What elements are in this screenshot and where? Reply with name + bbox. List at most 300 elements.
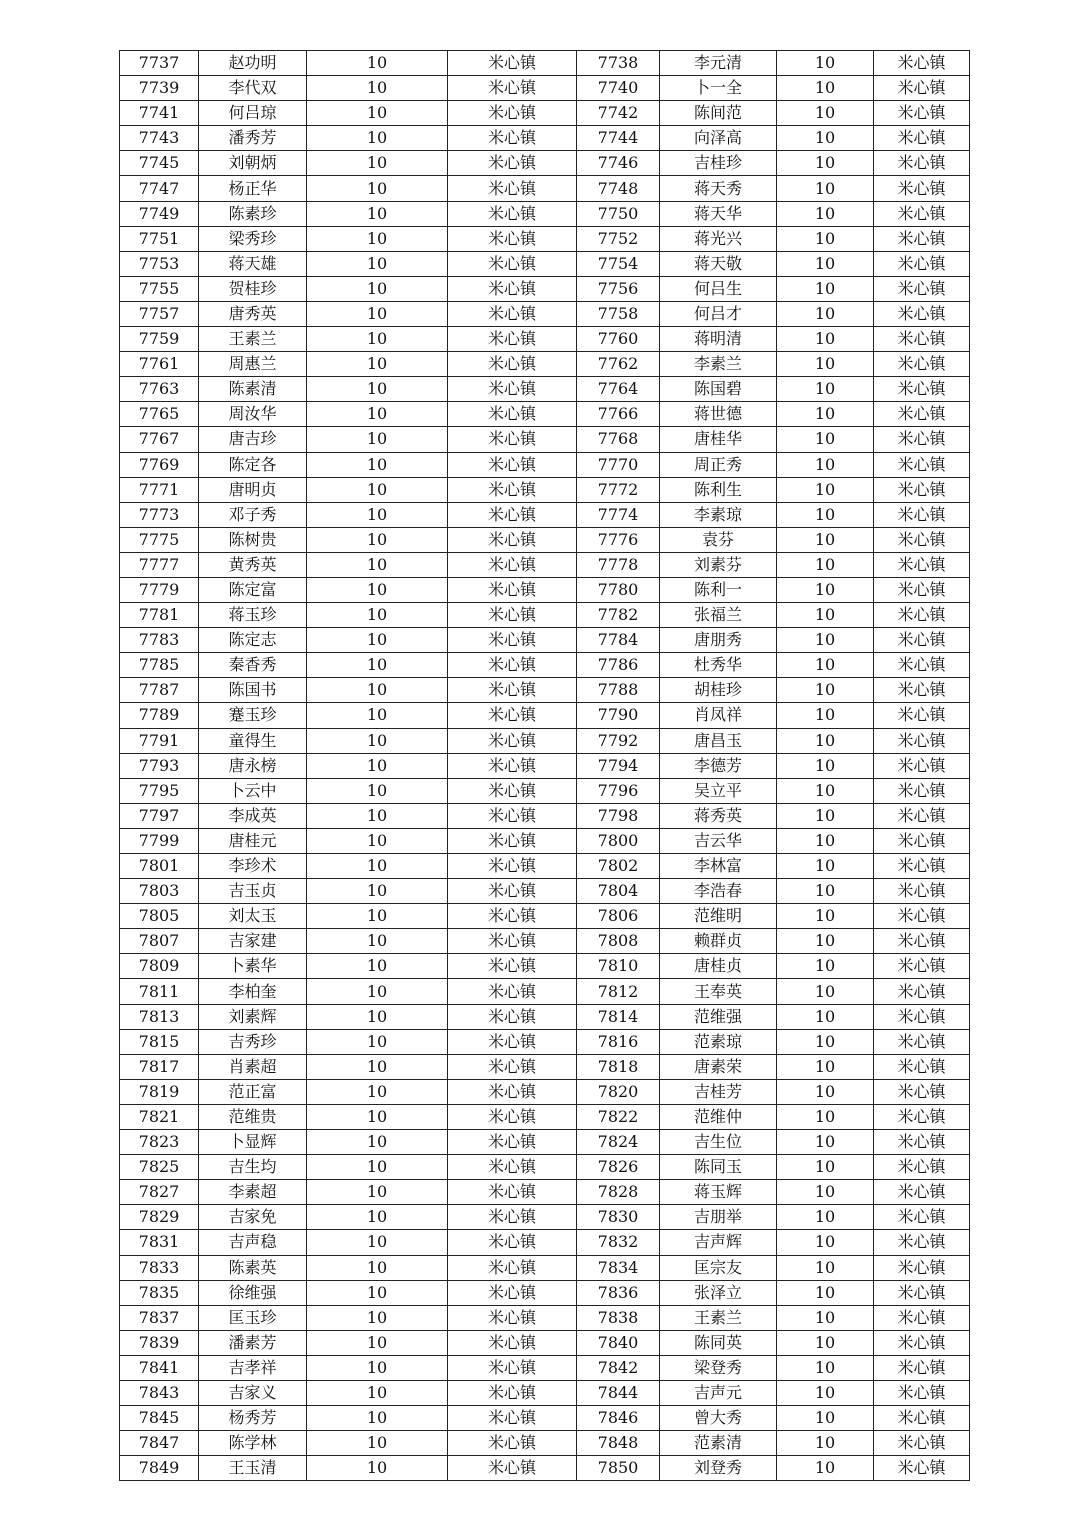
left-name-cell: 肖素超 (199, 1054, 307, 1079)
right-id-cell: 7772 (577, 477, 660, 502)
right-amount-cell: 10 (777, 904, 874, 929)
left-name-cell: 陈素英 (199, 1255, 307, 1280)
left-id-cell: 7817 (120, 1054, 199, 1079)
left-amount-cell: 10 (307, 552, 448, 577)
table-row (120, 904, 970, 929)
right-id-cell: 7802 (577, 854, 660, 879)
left-town-cell: 米心镇 (448, 477, 577, 502)
left-amount-cell: 10 (307, 427, 448, 452)
left-town-cell: 米心镇 (448, 1029, 577, 1054)
right-name-cell: 向泽高 (660, 126, 777, 151)
left-id-cell: 7841 (120, 1355, 199, 1380)
left-amount-cell: 10 (307, 402, 448, 427)
left-town-cell: 米心镇 (448, 276, 577, 301)
left-id-cell: 7767 (120, 427, 199, 452)
left-amount-cell: 10 (307, 954, 448, 979)
right-amount-cell: 10 (777, 51, 874, 76)
left-town-cell: 米心镇 (448, 352, 577, 377)
right-id-cell: 7850 (577, 1456, 660, 1481)
left-amount-cell: 10 (307, 1406, 448, 1431)
left-town-cell: 米心镇 (448, 778, 577, 803)
table-row (120, 577, 970, 602)
table-row (120, 452, 970, 477)
right-name-cell: 唐桂贞 (660, 954, 777, 979)
left-id-cell: 7811 (120, 979, 199, 1004)
left-name-cell: 卜素华 (199, 954, 307, 979)
right-id-cell: 7740 (577, 76, 660, 101)
table-row (120, 1456, 970, 1481)
table-row (120, 176, 970, 201)
left-name-cell: 何吕琼 (199, 101, 307, 126)
right-amount-cell: 10 (777, 427, 874, 452)
left-name-cell: 刘朝炳 (199, 151, 307, 176)
table-row (120, 1205, 970, 1230)
right-amount-cell: 10 (777, 201, 874, 226)
table-row (120, 803, 970, 828)
left-name-cell: 范维贵 (199, 1104, 307, 1129)
left-id-cell: 7807 (120, 929, 199, 954)
right-id-cell: 7842 (577, 1355, 660, 1380)
right-amount-cell: 10 (777, 552, 874, 577)
left-id-cell: 7759 (120, 327, 199, 352)
right-town-cell: 米心镇 (874, 1355, 970, 1380)
left-town-cell: 米心镇 (448, 327, 577, 352)
right-id-cell: 7788 (577, 678, 660, 703)
right-name-cell: 蒋天敬 (660, 251, 777, 276)
right-name-cell: 刘登秀 (660, 1456, 777, 1481)
left-town-cell: 米心镇 (448, 1305, 577, 1330)
table-row (120, 753, 970, 778)
right-amount-cell: 10 (777, 703, 874, 728)
left-town-cell: 米心镇 (448, 1230, 577, 1255)
left-id-cell: 7815 (120, 1029, 199, 1054)
left-name-cell: 陈素珍 (199, 201, 307, 226)
left-id-cell: 7781 (120, 603, 199, 628)
left-town-cell: 米心镇 (448, 377, 577, 402)
left-name-cell: 李成英 (199, 803, 307, 828)
right-town-cell: 米心镇 (874, 1230, 970, 1255)
left-amount-cell: 10 (307, 76, 448, 101)
left-town-cell: 米心镇 (448, 101, 577, 126)
left-town-cell: 米心镇 (448, 1255, 577, 1280)
right-town-cell: 米心镇 (874, 527, 970, 552)
right-amount-cell: 10 (777, 1456, 874, 1481)
left-town-cell: 米心镇 (448, 151, 577, 176)
right-amount-cell: 10 (777, 477, 874, 502)
left-id-cell: 7783 (120, 628, 199, 653)
left-name-cell: 范正富 (199, 1079, 307, 1104)
left-amount-cell: 10 (307, 1280, 448, 1305)
left-name-cell: 黄秀英 (199, 552, 307, 577)
right-name-cell: 陈间范 (660, 101, 777, 126)
left-amount-cell: 10 (307, 879, 448, 904)
left-amount-cell: 10 (307, 126, 448, 151)
right-town-cell: 米心镇 (874, 703, 970, 728)
right-amount-cell: 10 (777, 1255, 874, 1280)
table-row (120, 201, 970, 226)
right-town-cell: 米心镇 (874, 904, 970, 929)
right-town-cell: 米心镇 (874, 1054, 970, 1079)
left-name-cell: 唐永榜 (199, 753, 307, 778)
right-name-cell: 蒋天华 (660, 201, 777, 226)
left-town-cell: 米心镇 (448, 1380, 577, 1405)
left-id-cell: 7843 (120, 1380, 199, 1405)
right-amount-cell: 10 (777, 226, 874, 251)
left-name-cell: 吉家免 (199, 1205, 307, 1230)
left-id-cell: 7803 (120, 879, 199, 904)
right-town-cell: 米心镇 (874, 427, 970, 452)
left-amount-cell: 10 (307, 778, 448, 803)
right-amount-cell: 10 (777, 1431, 874, 1456)
right-id-cell: 7830 (577, 1205, 660, 1230)
right-town-cell: 米心镇 (874, 1456, 970, 1481)
right-name-cell: 陈同玉 (660, 1155, 777, 1180)
left-town-cell: 米心镇 (448, 1004, 577, 1029)
table-row (120, 1255, 970, 1280)
right-amount-cell: 10 (777, 126, 874, 151)
left-town-cell: 米心镇 (448, 502, 577, 527)
left-id-cell: 7785 (120, 653, 199, 678)
left-id-cell: 7749 (120, 201, 199, 226)
table-row (120, 377, 970, 402)
right-town-cell: 米心镇 (874, 251, 970, 276)
right-name-cell: 曾大秀 (660, 1406, 777, 1431)
right-amount-cell: 10 (777, 803, 874, 828)
left-town-cell: 米心镇 (448, 904, 577, 929)
right-town-cell: 米心镇 (874, 1155, 970, 1180)
right-town-cell: 米心镇 (874, 452, 970, 477)
left-name-cell: 王玉清 (199, 1456, 307, 1481)
left-name-cell: 吉声稳 (199, 1230, 307, 1255)
right-id-cell: 7746 (577, 151, 660, 176)
table-row (120, 352, 970, 377)
left-name-cell: 吉秀珍 (199, 1029, 307, 1054)
left-name-cell: 卜显辉 (199, 1130, 307, 1155)
left-town-cell: 米心镇 (448, 201, 577, 226)
left-id-cell: 7777 (120, 552, 199, 577)
right-id-cell: 7834 (577, 1255, 660, 1280)
left-amount-cell: 10 (307, 929, 448, 954)
left-amount-cell: 10 (307, 1004, 448, 1029)
table-row (120, 879, 970, 904)
right-town-cell: 米心镇 (874, 753, 970, 778)
table-row (120, 51, 970, 76)
left-amount-cell: 10 (307, 1230, 448, 1255)
right-town-cell: 米心镇 (874, 1255, 970, 1280)
right-town-cell: 米心镇 (874, 301, 970, 326)
left-name-cell: 吉家义 (199, 1380, 307, 1405)
table-row (120, 653, 970, 678)
right-id-cell: 7814 (577, 1004, 660, 1029)
right-amount-cell: 10 (777, 628, 874, 653)
right-town-cell: 米心镇 (874, 653, 970, 678)
table-row (120, 628, 970, 653)
left-id-cell: 7753 (120, 251, 199, 276)
right-id-cell: 7798 (577, 803, 660, 828)
right-id-cell: 7838 (577, 1305, 660, 1330)
right-amount-cell: 10 (777, 603, 874, 628)
roster-table (119, 50, 970, 1481)
left-name-cell: 唐明贞 (199, 477, 307, 502)
table-row (120, 552, 970, 577)
left-name-cell: 蹇玉珍 (199, 703, 307, 728)
left-town-cell: 米心镇 (448, 1205, 577, 1230)
left-id-cell: 7745 (120, 151, 199, 176)
right-name-cell: 蒋光兴 (660, 226, 777, 251)
left-town-cell: 米心镇 (448, 1079, 577, 1104)
right-amount-cell: 10 (777, 1155, 874, 1180)
left-town-cell: 米心镇 (448, 1456, 577, 1481)
table-row (120, 101, 970, 126)
right-id-cell: 7764 (577, 377, 660, 402)
right-name-cell: 蒋玉辉 (660, 1180, 777, 1205)
right-town-cell: 米心镇 (874, 954, 970, 979)
right-town-cell: 米心镇 (874, 201, 970, 226)
right-name-cell: 李元清 (660, 51, 777, 76)
right-amount-cell: 10 (777, 1104, 874, 1129)
left-amount-cell: 10 (307, 201, 448, 226)
left-town-cell: 米心镇 (448, 653, 577, 678)
right-amount-cell: 10 (777, 854, 874, 879)
left-town-cell: 米心镇 (448, 603, 577, 628)
right-name-cell: 吉声辉 (660, 1230, 777, 1255)
right-name-cell: 周正秀 (660, 452, 777, 477)
right-id-cell: 7748 (577, 176, 660, 201)
left-town-cell: 米心镇 (448, 452, 577, 477)
right-id-cell: 7750 (577, 201, 660, 226)
right-amount-cell: 10 (777, 151, 874, 176)
left-name-cell: 匡玉珍 (199, 1305, 307, 1330)
left-town-cell: 米心镇 (448, 879, 577, 904)
right-name-cell: 陈利一 (660, 577, 777, 602)
left-id-cell: 7805 (120, 904, 199, 929)
right-town-cell: 米心镇 (874, 377, 970, 402)
left-id-cell: 7775 (120, 527, 199, 552)
right-amount-cell: 10 (777, 527, 874, 552)
left-id-cell: 7821 (120, 1104, 199, 1129)
left-amount-cell: 10 (307, 1054, 448, 1079)
right-id-cell: 7796 (577, 778, 660, 803)
right-town-cell: 米心镇 (874, 1431, 970, 1456)
left-name-cell: 吉家建 (199, 929, 307, 954)
left-id-cell: 7833 (120, 1255, 199, 1280)
right-name-cell: 赖群贞 (660, 929, 777, 954)
right-town-cell: 米心镇 (874, 929, 970, 954)
left-name-cell: 周汝华 (199, 402, 307, 427)
right-id-cell: 7766 (577, 402, 660, 427)
right-id-cell: 7806 (577, 904, 660, 929)
right-id-cell: 7848 (577, 1431, 660, 1456)
table-row (120, 778, 970, 803)
right-town-cell: 米心镇 (874, 628, 970, 653)
right-id-cell: 7816 (577, 1029, 660, 1054)
right-amount-cell: 10 (777, 1380, 874, 1405)
left-id-cell: 7765 (120, 402, 199, 427)
right-amount-cell: 10 (777, 1004, 874, 1029)
right-name-cell: 王素兰 (660, 1305, 777, 1330)
left-amount-cell: 10 (307, 151, 448, 176)
right-id-cell: 7760 (577, 327, 660, 352)
right-town-cell: 米心镇 (874, 778, 970, 803)
right-amount-cell: 10 (777, 1205, 874, 1230)
right-town-cell: 米心镇 (874, 1104, 970, 1129)
left-amount-cell: 10 (307, 1355, 448, 1380)
right-id-cell: 7840 (577, 1330, 660, 1355)
table-row (120, 76, 970, 101)
right-name-cell: 卜一全 (660, 76, 777, 101)
right-town-cell: 米心镇 (874, 126, 970, 151)
right-amount-cell: 10 (777, 1406, 874, 1431)
table-row (120, 126, 970, 151)
right-amount-cell: 10 (777, 352, 874, 377)
right-amount-cell: 10 (777, 1330, 874, 1355)
left-amount-cell: 10 (307, 1130, 448, 1155)
right-id-cell: 7824 (577, 1130, 660, 1155)
right-name-cell: 王奉英 (660, 979, 777, 1004)
left-amount-cell: 10 (307, 803, 448, 828)
right-name-cell: 吉朋举 (660, 1205, 777, 1230)
right-town-cell: 米心镇 (874, 1380, 970, 1405)
left-town-cell: 米心镇 (448, 1330, 577, 1355)
left-name-cell: 李代双 (199, 76, 307, 101)
right-amount-cell: 10 (777, 1054, 874, 1079)
right-name-cell: 范维明 (660, 904, 777, 929)
right-id-cell: 7804 (577, 879, 660, 904)
table-row (120, 502, 970, 527)
right-id-cell: 7758 (577, 301, 660, 326)
left-town-cell: 米心镇 (448, 929, 577, 954)
left-amount-cell: 10 (307, 301, 448, 326)
right-id-cell: 7778 (577, 552, 660, 577)
right-id-cell: 7828 (577, 1180, 660, 1205)
left-name-cell: 陈学林 (199, 1431, 307, 1456)
right-amount-cell: 10 (777, 1305, 874, 1330)
right-amount-cell: 10 (777, 101, 874, 126)
right-amount-cell: 10 (777, 929, 874, 954)
right-amount-cell: 10 (777, 1355, 874, 1380)
left-id-cell: 7847 (120, 1431, 199, 1456)
left-amount-cell: 10 (307, 1079, 448, 1104)
right-id-cell: 7768 (577, 427, 660, 452)
right-name-cell: 吉声元 (660, 1380, 777, 1405)
left-id-cell: 7839 (120, 1330, 199, 1355)
right-name-cell: 蒋明清 (660, 327, 777, 352)
left-id-cell: 7829 (120, 1205, 199, 1230)
table-row (120, 1155, 970, 1180)
table-row (120, 1280, 970, 1305)
left-amount-cell: 10 (307, 1180, 448, 1205)
right-name-cell: 蒋世德 (660, 402, 777, 427)
right-id-cell: 7790 (577, 703, 660, 728)
left-name-cell: 杨秀芳 (199, 1406, 307, 1431)
left-amount-cell: 10 (307, 1255, 448, 1280)
left-id-cell: 7825 (120, 1155, 199, 1180)
right-name-cell: 吉云华 (660, 828, 777, 853)
left-amount-cell: 10 (307, 51, 448, 76)
right-amount-cell: 10 (777, 979, 874, 1004)
table-row (120, 1130, 970, 1155)
right-name-cell: 范维仲 (660, 1104, 777, 1129)
right-name-cell: 唐桂华 (660, 427, 777, 452)
right-id-cell: 7784 (577, 628, 660, 653)
right-amount-cell: 10 (777, 753, 874, 778)
right-name-cell: 范维强 (660, 1004, 777, 1029)
left-name-cell: 周惠兰 (199, 352, 307, 377)
right-name-cell: 袁芬 (660, 527, 777, 552)
left-id-cell: 7747 (120, 176, 199, 201)
right-name-cell: 范素琼 (660, 1029, 777, 1054)
right-id-cell: 7812 (577, 979, 660, 1004)
roster-table-body (120, 51, 970, 1481)
left-amount-cell: 10 (307, 1155, 448, 1180)
right-name-cell: 张福兰 (660, 603, 777, 628)
left-amount-cell: 10 (307, 226, 448, 251)
right-id-cell: 7780 (577, 577, 660, 602)
left-town-cell: 米心镇 (448, 552, 577, 577)
left-amount-cell: 10 (307, 327, 448, 352)
right-town-cell: 米心镇 (874, 854, 970, 879)
right-town-cell: 米心镇 (874, 226, 970, 251)
right-name-cell: 吉桂珍 (660, 151, 777, 176)
left-amount-cell: 10 (307, 1456, 448, 1481)
right-amount-cell: 10 (777, 1029, 874, 1054)
right-town-cell: 米心镇 (874, 1079, 970, 1104)
right-id-cell: 7762 (577, 352, 660, 377)
left-town-cell: 米心镇 (448, 854, 577, 879)
right-town-cell: 米心镇 (874, 1004, 970, 1029)
left-name-cell: 陈定各 (199, 452, 307, 477)
left-id-cell: 7791 (120, 728, 199, 753)
right-name-cell: 李林富 (660, 854, 777, 879)
right-amount-cell: 10 (777, 301, 874, 326)
left-id-cell: 7799 (120, 828, 199, 853)
left-name-cell: 吉孝祥 (199, 1355, 307, 1380)
left-town-cell: 米心镇 (448, 979, 577, 1004)
left-town-cell: 米心镇 (448, 1104, 577, 1129)
table-row (120, 854, 970, 879)
right-town-cell: 米心镇 (874, 151, 970, 176)
left-id-cell: 7813 (120, 1004, 199, 1029)
left-town-cell: 米心镇 (448, 1355, 577, 1380)
left-town-cell: 米心镇 (448, 703, 577, 728)
table-row (120, 527, 970, 552)
right-town-cell: 米心镇 (874, 51, 970, 76)
left-town-cell: 米心镇 (448, 803, 577, 828)
right-id-cell: 7822 (577, 1104, 660, 1129)
right-town-cell: 米心镇 (874, 828, 970, 853)
left-amount-cell: 10 (307, 527, 448, 552)
right-amount-cell: 10 (777, 76, 874, 101)
left-town-cell: 米心镇 (448, 678, 577, 703)
right-id-cell: 7844 (577, 1380, 660, 1405)
right-amount-cell: 10 (777, 1079, 874, 1104)
table-row (120, 251, 970, 276)
right-amount-cell: 10 (777, 879, 874, 904)
right-town-cell: 米心镇 (874, 477, 970, 502)
right-town-cell: 米心镇 (874, 176, 970, 201)
right-name-cell: 何吕才 (660, 301, 777, 326)
left-id-cell: 7789 (120, 703, 199, 728)
left-id-cell: 7837 (120, 1305, 199, 1330)
left-id-cell: 7787 (120, 678, 199, 703)
left-amount-cell: 10 (307, 1104, 448, 1129)
left-town-cell: 米心镇 (448, 1431, 577, 1456)
right-name-cell: 唐朋秀 (660, 628, 777, 653)
right-town-cell: 米心镇 (874, 803, 970, 828)
right-id-cell: 7782 (577, 603, 660, 628)
right-amount-cell: 10 (777, 251, 874, 276)
left-town-cell: 米心镇 (448, 753, 577, 778)
